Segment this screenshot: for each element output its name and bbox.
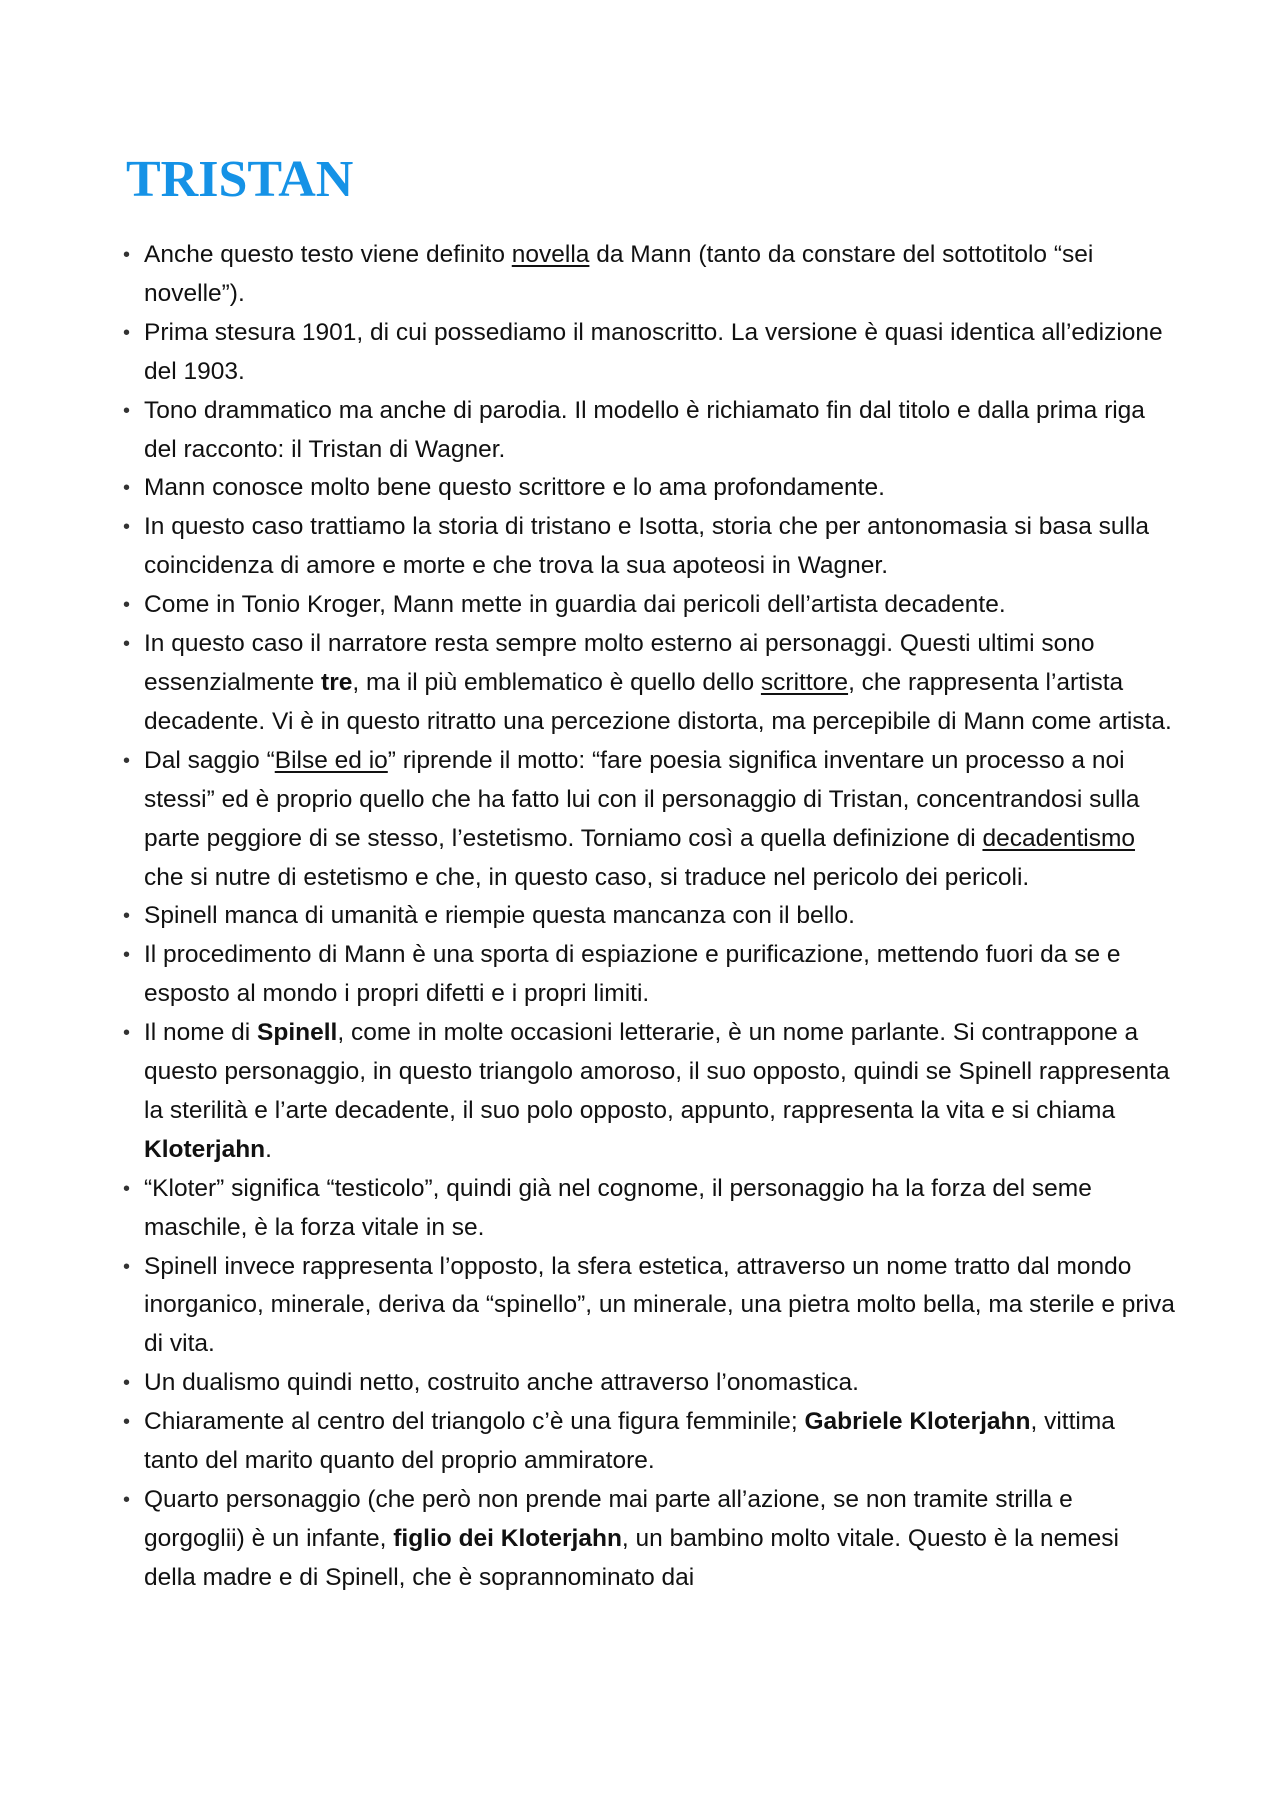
list-item (123, 1403, 1176, 1481)
bold-term: tre (321, 668, 353, 696)
bullet-dot-icon: • (123, 516, 131, 539)
text-run: In questo caso trattiamo la storia di tristano e Isotta, storia che per antonomasia si basa sulla coincidenza di amore e morte e che trova la sua apoteosi in Wagner. (144, 513, 1150, 580)
text-run: Un dualismo quindi netto, costruito anche attraverso l’onomastica. (144, 1369, 859, 1397)
bullet-dot-icon: • (123, 399, 131, 422)
underlined-term: Bilse ed io (274, 746, 388, 774)
bold-term: Gabriele Kloterjahn (804, 1408, 1031, 1436)
bullet-dot-icon: • (123, 244, 131, 266)
text-run: Dal saggio “ (144, 746, 275, 774)
underlined-term: decadentismo (982, 824, 1136, 852)
text-run: Chiaramente al centro del triangolo c’è una figura femminile; (144, 1408, 805, 1436)
bold-term: Spinell (257, 1019, 338, 1047)
text-run: Il procedimento di Mann è una sporta di espiazione e purificazione, mettendo fuori da se e esposto al mondo i propri difetti e i propri limiti. (144, 941, 1121, 1008)
bullet-dot-icon: • (123, 905, 131, 928)
list-item (123, 236, 1176, 314)
list-item (123, 936, 1176, 1014)
list-item (123, 1014, 1176, 1170)
list-item (123, 1248, 1176, 1365)
text-run: da Mann (tanto da constare del sottotitolo “sei novelle”). (144, 241, 1094, 307)
bullet-dot-icon: • (123, 1411, 131, 1434)
text-run: ” riprende il motto: “fare poesia significa inventare un processo a noi stessi” ed è proprio quello che ha fatto lui con il personaggio di Tristan, concentrandosi sulla parte peggiore di se stesso, l’estetismo. Torniamo così a quella definizione di (144, 746, 1140, 852)
bullet-dot-icon: • (123, 1177, 131, 1200)
text-run: , ma il più emblematico è quello dello (352, 668, 761, 696)
page-title: TRISTAN (126, 151, 354, 208)
underlined-term: scrittore (760, 668, 849, 696)
list-item (123, 1481, 1176, 1598)
list-item (123, 1170, 1176, 1248)
text-run: , un bambino molto vitale. Questo è la nemesi della madre e di Spinell, che è soprannominato dai (144, 1524, 1119, 1591)
list-item (123, 469, 1176, 508)
bullet-dot-icon: • (123, 749, 131, 772)
bullet-dot-icon: • (123, 321, 131, 344)
bullet-dot-icon: • (123, 633, 131, 656)
text-run: Il nome di (144, 1019, 258, 1047)
text-run: Spinell manca di umanità e riempie questa mancanza con il bello. (144, 902, 855, 930)
text-run: Quarto personaggio (che però non prende mai parte all’azione, se non tramite strilla e gorgoglii) è un infante, (144, 1486, 1073, 1552)
text-run: , che rappresenta l’artista decadente. Vi è in questo ritratto una percezione distorta, ma percepibile di Mann come artista. (144, 668, 1172, 735)
text-run: Tono drammatico ma anche di parodia. Il modello è richiamato fin dal titolo e dalla prima riga del racconto: il Tristan di Wagner. (144, 396, 1145, 463)
text-run: . (265, 1135, 272, 1163)
list-item (123, 586, 1176, 625)
bullet-dot-icon: • (123, 1489, 131, 1511)
text-run: , vittima tanto del marito quanto del proprio ammiratore. (144, 1408, 1115, 1475)
text-run: Spinell invece rappresenta l’opposto, la sfera estetica, attraverso un nome tratto dal mondo inorganico, minerale, deriva da “spinello”, un minerale, una pietra molto bella, ma sterile e priva di vita. (144, 1252, 1175, 1358)
text-run: Prima stesura 1901, di cui possediamo il manoscritto. La versione è quasi identica all’edizione del 1903. (144, 318, 1163, 385)
list-item (123, 742, 1176, 898)
text-run: Come in Tonio Kroger, Mann mette in guardia dai pericoli dell’artista decadente. (144, 591, 1006, 619)
list-item (123, 1364, 1176, 1403)
underlined-term: novella (511, 241, 590, 268)
bullet-dot-icon: • (123, 944, 131, 967)
bullet-dot-icon: • (123, 594, 131, 617)
bullet-dot-icon: • (123, 477, 131, 500)
list-item (123, 625, 1176, 742)
text-run: Mann conosce molto bene questo scrittore e lo ama profondamente. (144, 474, 885, 502)
list-item (123, 897, 1176, 936)
list-item (123, 392, 1176, 470)
text-run: che si nutre di estetismo e che, in questo caso, si traduce nel pericolo dei pericoli. (144, 863, 1030, 891)
bullet-dot-icon: • (123, 1255, 131, 1278)
list-item (123, 314, 1176, 392)
text-run: “Kloter” significa “testicolo”, quindi già nel cognome, il personaggio ha la forza del seme maschile, è la forza vitale in se. (144, 1174, 1092, 1241)
bullet-dot-icon: • (123, 1372, 131, 1395)
list-item (123, 508, 1176, 586)
bullet-dot-icon: • (123, 1022, 131, 1045)
bold-term: Kloterjahn (144, 1135, 266, 1163)
bullet-list (123, 236, 1176, 1598)
text-run: , come in molte occasioni letterarie, è un nome parlante. Si contrappone a questo personaggio, in questo triangolo amoroso, il suo opposto, quindi se Spinell rappresenta la sterilità e l’arte decadente, il suo polo opposto, appunto, rappresenta la vita e si chiama (144, 1019, 1170, 1124)
text-run: In questo caso il narratore resta sempre molto esterno ai personaggi. Questi ultimi sono essenzialmente (144, 630, 1095, 696)
bold-term: figlio dei Kloterjahn (393, 1524, 622, 1552)
text-run: Anche questo testo viene definito (144, 241, 512, 268)
